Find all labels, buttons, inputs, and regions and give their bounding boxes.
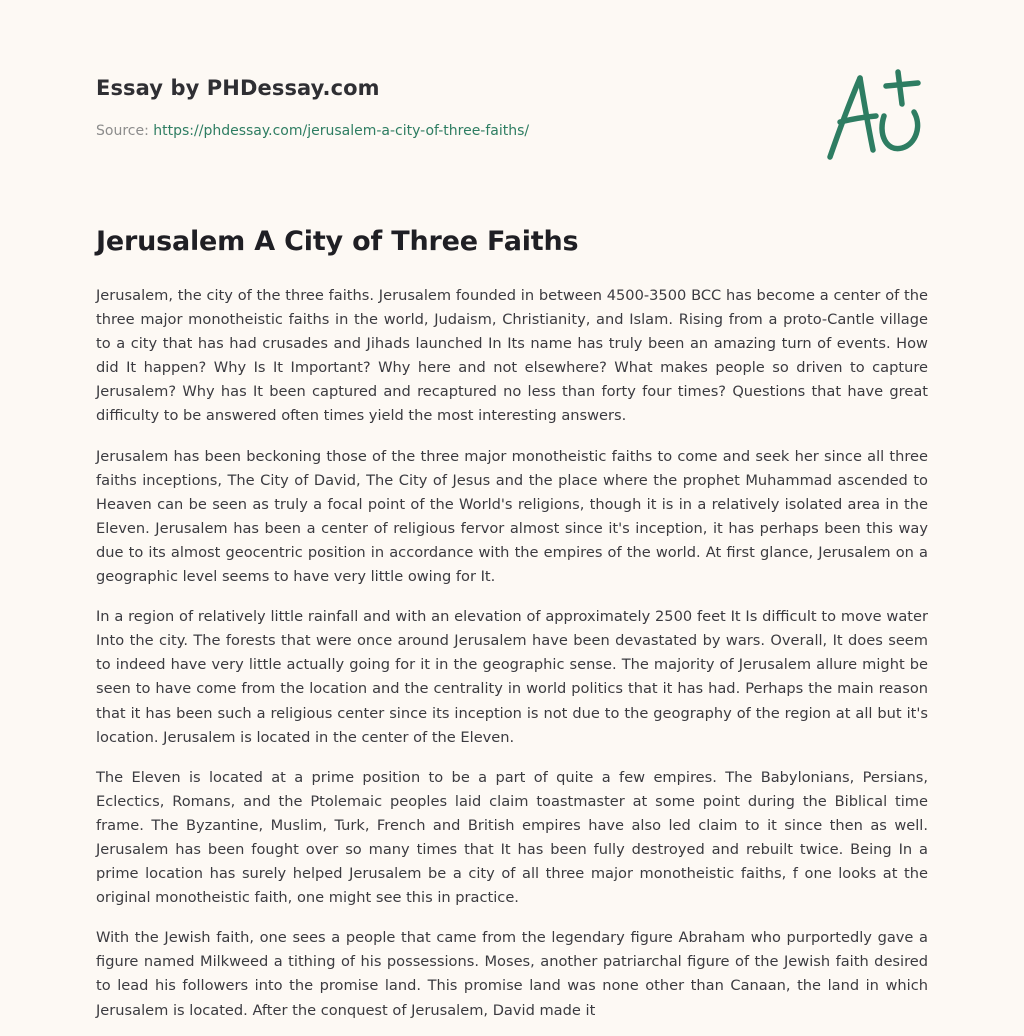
site-title: Essay by PHDessay.com: [96, 76, 380, 100]
source-label: Source:: [96, 123, 149, 139]
essay-paragraph: Jerusalem, the city of the three faiths. Jerusalem founded in between 4500-3500 BCC has become a center of the three major monotheistic faiths in the world, Judaism, Christianity, and Islam. Rising from a proto-Cantle village to a city that has had crusades and Jihads launched In Its name has truly been an amazing turn of events. How did It happen? Why Is It Important? Why here and not elsewhere? What makes people so driven to capture Jerusalem? Why has It been captured and recaptured no less than forty four times? Questions that have great difficulty to be answered often times yield the most interesting answers.: [96, 287, 928, 425]
essay-paragraph: In a region of relatively little rainfall and with an elevation of approximately 2500 feet It Is difficult to move water Into the city. The forests that were once around Jerusalem have been devastated by wars. Overall, It does seem to indeed have very little actually going for it in the geographic sense. The majority of Jerusalem allure might be seen to have come from the location and the centrality in world politics that it has had. Perhaps the main reason that it has been such a religious center since its inception is not due to the geography of the region at all but it's location. Jerusalem is located in the center of the Eleven.: [96, 608, 928, 746]
source-line: [96, 123, 529, 139]
a-plus-logo-icon: [818, 64, 930, 168]
source-link[interactable]: https://phdessay.com/jerusalem-a-city-of-three-faiths/: [153, 123, 530, 139]
essay-paragraph: The Eleven is located at a prime position to be a part of quite a few empires. The Babylonians, Persians, Eclectics, Romans, and the Ptolemaic peoples laid claim toastmaster at some point during the Biblical time frame. The Byzantine, Muslim, Turk, French and British empires have also led claim to it since then as well. Jerusalem has been fought over so many times that It has been fully destroyed and rebuilt twice. Being In a prime location has surely helped Jerusalem be a city of all three major monotheistic faiths, f one looks at the original monotheistic faith, one might see this in practice.: [96, 768, 928, 907]
essay-body: [96, 284, 928, 1036]
essay-paragraph: With the Jewish faith, one sees a people that came from the legendary figure Abraham who purportedly gave a figure named Milkweed a tithing of his possessions. Moses, another patriarchal figure of the Jewish faith desired to lead his followers into the promise land. This promise land was none other than Canaan, the land in which Jerusalem is located. After the conquest of Jerusalem, David made it: [96, 929, 928, 1019]
essay-title: Jerusalem A City of Three Faiths: [96, 226, 579, 257]
essay-paragraph: Jerusalem has been beckoning those of the three major monotheistic faiths to come and seek her since all three faiths inceptions, The City of David, The City of Jesus and the place where the prophet Muhammad ascended to Heaven can be seen as truly a focal point of the World's religions, though it is in a relatively isolated area in the Eleven. Jerusalem has been a center of religious fervor almost since it's inception, it has perhaps been this way due to its almost geocentric position in accordance with the empires of the world. At first glance, Jerusalem on a geographic level seems to have very little owing for It.: [96, 447, 928, 586]
